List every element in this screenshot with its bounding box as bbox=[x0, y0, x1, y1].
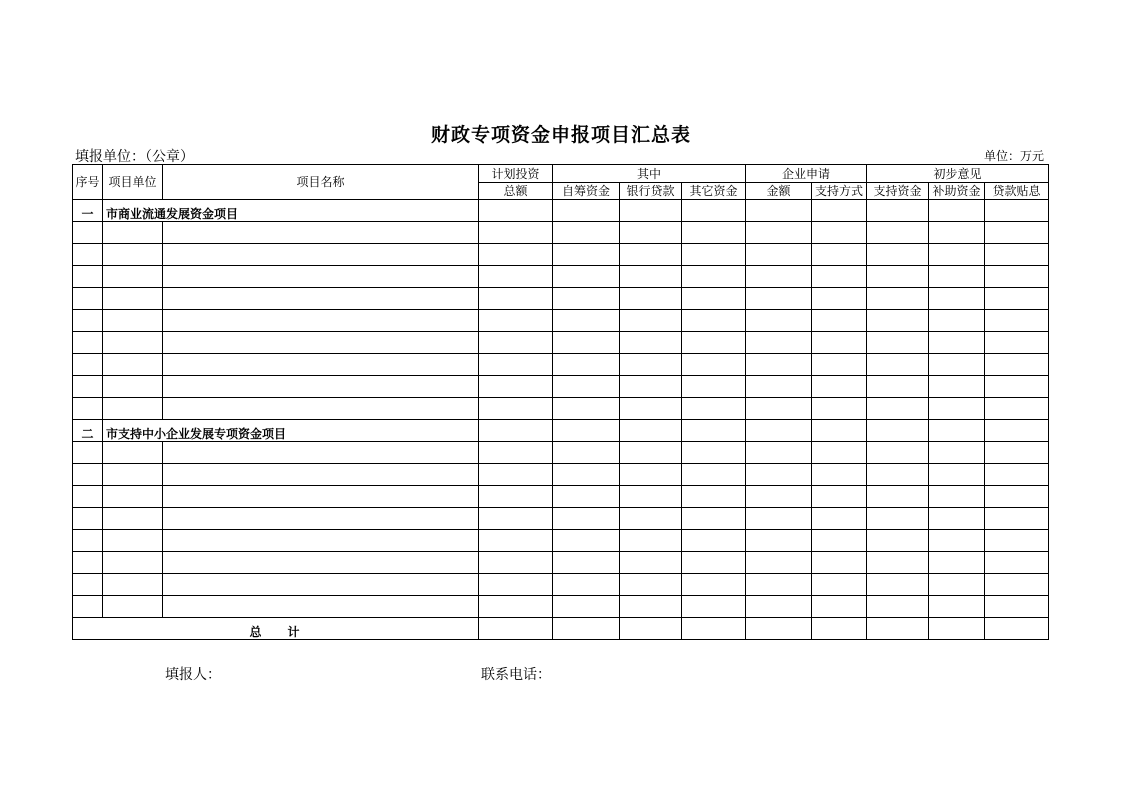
table-cell[interactable] bbox=[985, 266, 1049, 288]
table-cell[interactable] bbox=[479, 266, 553, 288]
table-cell[interactable] bbox=[812, 266, 867, 288]
page-title: 财政专项资金申报项目汇总表 bbox=[430, 124, 691, 146]
header-prelim-opinion: 初步意见 bbox=[867, 165, 1049, 183]
table-cell[interactable] bbox=[867, 398, 929, 420]
table-cell[interactable] bbox=[103, 244, 163, 266]
table-cell[interactable] bbox=[163, 530, 479, 552]
table-cell[interactable] bbox=[929, 200, 985, 222]
table-cell[interactable] bbox=[812, 398, 867, 420]
table-cell[interactable] bbox=[746, 266, 812, 288]
table-cell[interactable] bbox=[553, 310, 620, 332]
table-cell[interactable] bbox=[163, 222, 479, 244]
table-cell[interactable] bbox=[682, 508, 746, 530]
table-cell[interactable] bbox=[73, 288, 103, 310]
table-row bbox=[73, 354, 1049, 376]
section-number: 二 bbox=[73, 420, 103, 442]
table-cell[interactable] bbox=[620, 310, 682, 332]
table-cell[interactable] bbox=[73, 508, 103, 530]
table-cell[interactable] bbox=[620, 288, 682, 310]
table-cell[interactable] bbox=[620, 530, 682, 552]
table-cell[interactable] bbox=[985, 464, 1049, 486]
table-row bbox=[73, 596, 1049, 618]
table-cell[interactable] bbox=[73, 486, 103, 508]
table-cell[interactable] bbox=[746, 200, 812, 222]
table-cell[interactable] bbox=[867, 442, 929, 464]
table-cell[interactable] bbox=[746, 354, 812, 376]
table-cell[interactable] bbox=[163, 376, 479, 398]
table-cell[interactable] bbox=[985, 354, 1049, 376]
table-cell[interactable] bbox=[553, 596, 620, 618]
table-cell[interactable] bbox=[620, 376, 682, 398]
fill-unit-label: 填报单位：（公章） bbox=[75, 149, 194, 165]
table-row bbox=[73, 222, 1049, 244]
table-cell[interactable] bbox=[929, 398, 985, 420]
table-cell[interactable] bbox=[103, 354, 163, 376]
table-cell[interactable] bbox=[985, 420, 1049, 442]
table-cell[interactable] bbox=[163, 266, 479, 288]
table-row bbox=[73, 288, 1049, 310]
table-cell[interactable] bbox=[479, 552, 553, 574]
table-cell[interactable] bbox=[163, 508, 479, 530]
table-cell[interactable] bbox=[929, 464, 985, 486]
table-cell[interactable] bbox=[812, 244, 867, 266]
table-cell[interactable] bbox=[163, 552, 479, 574]
table-cell[interactable] bbox=[985, 508, 1049, 530]
header-support-mode: 支持方式 bbox=[812, 183, 867, 200]
header-self-funds: 自筹资金 bbox=[553, 183, 620, 200]
table-row bbox=[73, 442, 1049, 464]
table-cell[interactable] bbox=[746, 376, 812, 398]
table-cell[interactable] bbox=[479, 574, 553, 596]
table-row bbox=[73, 266, 1049, 288]
table-cell[interactable] bbox=[929, 376, 985, 398]
table-cell[interactable] bbox=[73, 530, 103, 552]
table-cell[interactable] bbox=[985, 376, 1049, 398]
section-row-2 bbox=[73, 420, 1049, 442]
table-cell[interactable] bbox=[985, 332, 1049, 354]
section-label: 市商业流通发展资金项目 bbox=[103, 200, 479, 222]
table-cell[interactable] bbox=[103, 376, 163, 398]
table-cell[interactable] bbox=[867, 486, 929, 508]
table-cell[interactable] bbox=[553, 376, 620, 398]
table-row bbox=[73, 310, 1049, 332]
table-cell[interactable] bbox=[682, 266, 746, 288]
table-cell[interactable] bbox=[73, 464, 103, 486]
table-cell[interactable] bbox=[929, 420, 985, 442]
table-cell[interactable] bbox=[867, 464, 929, 486]
table-cell[interactable] bbox=[812, 508, 867, 530]
table-row bbox=[73, 244, 1049, 266]
table-cell[interactable] bbox=[929, 618, 985, 640]
table-cell[interactable] bbox=[620, 222, 682, 244]
table-cell[interactable] bbox=[103, 530, 163, 552]
table-cell[interactable] bbox=[553, 486, 620, 508]
phone-label: 联系电话： bbox=[481, 667, 551, 683]
table-cell[interactable] bbox=[985, 222, 1049, 244]
table-cell[interactable] bbox=[479, 288, 553, 310]
table-cell[interactable] bbox=[812, 596, 867, 618]
table-cell[interactable] bbox=[812, 288, 867, 310]
table-cell[interactable] bbox=[553, 288, 620, 310]
total-label bbox=[73, 618, 479, 640]
table-cell[interactable] bbox=[682, 486, 746, 508]
unit-label: 单位：万元 bbox=[983, 149, 1044, 163]
table-cell[interactable] bbox=[985, 244, 1049, 266]
table-cell[interactable] bbox=[73, 354, 103, 376]
table-cell[interactable] bbox=[103, 222, 163, 244]
table-cell[interactable] bbox=[103, 574, 163, 596]
table-cell[interactable] bbox=[103, 266, 163, 288]
table-cell[interactable] bbox=[103, 398, 163, 420]
table-cell[interactable] bbox=[553, 200, 620, 222]
table-cell[interactable] bbox=[746, 398, 812, 420]
table-cell[interactable] bbox=[746, 530, 812, 552]
table-cell[interactable] bbox=[746, 442, 812, 464]
table-cell[interactable] bbox=[985, 398, 1049, 420]
table-cell[interactable] bbox=[73, 332, 103, 354]
table-cell[interactable] bbox=[103, 288, 163, 310]
table-cell[interactable] bbox=[867, 574, 929, 596]
table-cell[interactable] bbox=[985, 442, 1049, 464]
table-cell[interactable] bbox=[682, 596, 746, 618]
table-cell[interactable] bbox=[103, 442, 163, 464]
table-cell[interactable] bbox=[929, 222, 985, 244]
table-cell[interactable] bbox=[929, 508, 985, 530]
header-project-name: 项目名称 bbox=[163, 165, 479, 200]
table-cell[interactable] bbox=[479, 310, 553, 332]
table-cell[interactable] bbox=[553, 442, 620, 464]
table-cell[interactable] bbox=[103, 552, 163, 574]
table-cell[interactable] bbox=[867, 530, 929, 552]
table-cell[interactable] bbox=[746, 486, 812, 508]
table-cell[interactable] bbox=[682, 376, 746, 398]
header-bank-loan: 银行贷款 bbox=[620, 183, 682, 200]
table-cell[interactable] bbox=[867, 420, 929, 442]
section-label: 市支持中小企业发展专项资金项目 bbox=[103, 420, 479, 442]
table-cell[interactable] bbox=[929, 552, 985, 574]
table-row bbox=[73, 574, 1049, 596]
table-cell[interactable] bbox=[620, 486, 682, 508]
table-cell[interactable] bbox=[812, 420, 867, 442]
header-plan-total: 总额 bbox=[479, 183, 553, 200]
table-cell[interactable] bbox=[985, 574, 1049, 596]
table-row bbox=[73, 464, 1049, 486]
table-cell[interactable] bbox=[867, 552, 929, 574]
table-cell[interactable] bbox=[73, 376, 103, 398]
table-cell[interactable] bbox=[746, 574, 812, 596]
table-cell[interactable] bbox=[620, 574, 682, 596]
table-cell[interactable] bbox=[163, 596, 479, 618]
table-cell[interactable] bbox=[985, 530, 1049, 552]
table-cell[interactable] bbox=[812, 200, 867, 222]
table-cell[interactable] bbox=[73, 596, 103, 618]
table-cell[interactable] bbox=[867, 508, 929, 530]
table-cell[interactable] bbox=[929, 442, 985, 464]
table-cell[interactable] bbox=[479, 332, 553, 354]
table-cell[interactable] bbox=[620, 596, 682, 618]
table-row bbox=[73, 508, 1049, 530]
table-row bbox=[73, 552, 1049, 574]
table-cell[interactable] bbox=[682, 530, 746, 552]
table-cell[interactable] bbox=[867, 618, 929, 640]
table-cell[interactable] bbox=[103, 596, 163, 618]
table-cell[interactable] bbox=[553, 464, 620, 486]
table-cell[interactable] bbox=[682, 398, 746, 420]
table-cell[interactable] bbox=[929, 244, 985, 266]
table-cell[interactable] bbox=[553, 508, 620, 530]
table-cell[interactable] bbox=[553, 420, 620, 442]
table-cell[interactable] bbox=[73, 244, 103, 266]
table-cell[interactable] bbox=[929, 486, 985, 508]
table-cell[interactable] bbox=[553, 244, 620, 266]
header-support-funds: 支持资金 bbox=[867, 183, 929, 200]
table-cell[interactable] bbox=[553, 222, 620, 244]
table-cell[interactable] bbox=[812, 376, 867, 398]
table-cell[interactable] bbox=[867, 222, 929, 244]
table-cell[interactable] bbox=[682, 552, 746, 574]
table-cell[interactable] bbox=[553, 618, 620, 640]
table-cell[interactable] bbox=[620, 420, 682, 442]
table-cell[interactable] bbox=[73, 574, 103, 596]
table-cell[interactable] bbox=[682, 442, 746, 464]
table-cell[interactable] bbox=[867, 266, 929, 288]
table-cell[interactable] bbox=[73, 552, 103, 574]
table-cell[interactable] bbox=[163, 288, 479, 310]
table-cell[interactable] bbox=[929, 310, 985, 332]
table-cell[interactable] bbox=[812, 464, 867, 486]
table-cell[interactable] bbox=[746, 288, 812, 310]
table-cell[interactable] bbox=[682, 420, 746, 442]
table-cell[interactable] bbox=[553, 266, 620, 288]
table-cell[interactable] bbox=[163, 354, 479, 376]
header-subsidy-funds: 补助资金 bbox=[929, 183, 985, 200]
table-cell[interactable] bbox=[985, 288, 1049, 310]
table-cell[interactable] bbox=[553, 530, 620, 552]
total-row bbox=[73, 618, 1049, 640]
table-cell[interactable] bbox=[163, 310, 479, 332]
table-cell[interactable] bbox=[553, 332, 620, 354]
table-cell[interactable] bbox=[479, 442, 553, 464]
table-cell[interactable] bbox=[746, 310, 812, 332]
table-cell[interactable] bbox=[867, 310, 929, 332]
table-cell[interactable] bbox=[73, 266, 103, 288]
table-cell[interactable] bbox=[985, 596, 1049, 618]
table-cell[interactable] bbox=[746, 596, 812, 618]
table-cell[interactable] bbox=[163, 442, 479, 464]
table-cell[interactable] bbox=[929, 530, 985, 552]
table-cell[interactable] bbox=[682, 574, 746, 596]
summary-table bbox=[72, 164, 1049, 640]
table-cell[interactable] bbox=[812, 354, 867, 376]
table-cell[interactable] bbox=[682, 464, 746, 486]
section-row-1 bbox=[73, 200, 1049, 222]
table-cell[interactable] bbox=[682, 354, 746, 376]
header-project-unit: 项目单位 bbox=[103, 165, 163, 200]
section-1-body bbox=[73, 222, 1049, 420]
table-cell[interactable] bbox=[553, 552, 620, 574]
table-cell[interactable] bbox=[620, 464, 682, 486]
table-cell[interactable] bbox=[479, 530, 553, 552]
table-cell[interactable] bbox=[812, 222, 867, 244]
table-cell[interactable] bbox=[620, 200, 682, 222]
table-cell[interactable] bbox=[929, 266, 985, 288]
section-2-body bbox=[73, 442, 1049, 618]
table-cell[interactable] bbox=[479, 398, 553, 420]
table-cell[interactable] bbox=[103, 464, 163, 486]
table-cell[interactable] bbox=[746, 508, 812, 530]
header-plan-invest: 计划投资 bbox=[479, 165, 553, 183]
table-cell[interactable] bbox=[163, 332, 479, 354]
table-cell[interactable] bbox=[867, 376, 929, 398]
header-loan-interest: 贷款贴息 bbox=[985, 183, 1049, 200]
table-cell[interactable] bbox=[929, 288, 985, 310]
table-cell[interactable] bbox=[812, 486, 867, 508]
table-cell[interactable] bbox=[929, 354, 985, 376]
table-cell[interactable] bbox=[985, 310, 1049, 332]
table-cell[interactable] bbox=[73, 222, 103, 244]
table-cell[interactable] bbox=[985, 486, 1049, 508]
table-cell[interactable] bbox=[746, 244, 812, 266]
table-cell[interactable] bbox=[479, 376, 553, 398]
table-cell[interactable] bbox=[929, 332, 985, 354]
table-cell[interactable] bbox=[163, 398, 479, 420]
table-cell[interactable] bbox=[479, 222, 553, 244]
table-row bbox=[73, 376, 1049, 398]
table-cell[interactable] bbox=[620, 398, 682, 420]
table-row bbox=[73, 486, 1049, 508]
table-cell[interactable] bbox=[620, 552, 682, 574]
table-cell[interactable] bbox=[620, 266, 682, 288]
table-cell[interactable] bbox=[682, 332, 746, 354]
filler-label: 填报人： bbox=[165, 667, 221, 683]
table-row bbox=[73, 332, 1049, 354]
table-cell[interactable] bbox=[682, 200, 746, 222]
table-cell[interactable] bbox=[812, 530, 867, 552]
table-cell[interactable] bbox=[867, 354, 929, 376]
table-cell[interactable] bbox=[682, 310, 746, 332]
table-cell[interactable] bbox=[812, 552, 867, 574]
table-cell[interactable] bbox=[867, 332, 929, 354]
table-cell[interactable] bbox=[929, 574, 985, 596]
table-cell[interactable] bbox=[73, 310, 103, 332]
header-amount: 金额 bbox=[746, 183, 812, 200]
table-cell[interactable] bbox=[479, 508, 553, 530]
table-cell[interactable] bbox=[479, 464, 553, 486]
table-cell[interactable] bbox=[479, 596, 553, 618]
table-cell[interactable] bbox=[746, 222, 812, 244]
table-cell[interactable] bbox=[103, 508, 163, 530]
table-cell[interactable] bbox=[985, 618, 1049, 640]
table-cell[interactable] bbox=[682, 244, 746, 266]
table-cell[interactable] bbox=[620, 354, 682, 376]
table-cell[interactable] bbox=[103, 310, 163, 332]
table-cell[interactable] bbox=[163, 486, 479, 508]
table-cell[interactable] bbox=[985, 552, 1049, 574]
table-cell[interactable] bbox=[812, 332, 867, 354]
table-cell[interactable] bbox=[812, 442, 867, 464]
header-seq: 序号 bbox=[73, 165, 103, 200]
section-number: 一 bbox=[73, 200, 103, 222]
header-other-funds: 其它资金 bbox=[682, 183, 746, 200]
header-enterprise-apply: 企业申请 bbox=[746, 165, 867, 183]
table-cell[interactable] bbox=[812, 574, 867, 596]
table-cell[interactable] bbox=[985, 200, 1049, 222]
table-cell[interactable] bbox=[479, 420, 553, 442]
table-cell[interactable] bbox=[73, 398, 103, 420]
table-row bbox=[73, 530, 1049, 552]
table-cell[interactable] bbox=[746, 332, 812, 354]
table-cell[interactable] bbox=[746, 464, 812, 486]
table-row bbox=[73, 398, 1049, 420]
table-cell[interactable] bbox=[479, 244, 553, 266]
header-among: 其中 bbox=[553, 165, 746, 183]
table-cell[interactable] bbox=[867, 200, 929, 222]
table-cell[interactable] bbox=[163, 244, 479, 266]
table-cell[interactable] bbox=[620, 508, 682, 530]
table-cell[interactable] bbox=[746, 618, 812, 640]
table-cell[interactable] bbox=[929, 596, 985, 618]
table-cell[interactable] bbox=[867, 596, 929, 618]
table-cell[interactable] bbox=[812, 310, 867, 332]
total-label-right: 计 bbox=[287, 625, 302, 639]
header-row-1 bbox=[73, 165, 1049, 183]
total-label-left: 总 bbox=[249, 625, 264, 639]
table-cell[interactable] bbox=[479, 354, 553, 376]
table-cell[interactable] bbox=[479, 618, 553, 640]
table-cell[interactable] bbox=[620, 332, 682, 354]
table-cell[interactable] bbox=[812, 618, 867, 640]
table-cell[interactable] bbox=[553, 398, 620, 420]
table-cell[interactable] bbox=[620, 618, 682, 640]
table-cell[interactable] bbox=[163, 574, 479, 596]
table-cell[interactable] bbox=[103, 332, 163, 354]
table-cell[interactable] bbox=[163, 464, 479, 486]
table-cell[interactable] bbox=[867, 288, 929, 310]
table-cell[interactable] bbox=[682, 222, 746, 244]
table-cell[interactable] bbox=[553, 354, 620, 376]
table-cell[interactable] bbox=[103, 486, 163, 508]
table-cell[interactable] bbox=[867, 244, 929, 266]
table-cell[interactable] bbox=[479, 200, 553, 222]
table-cell[interactable] bbox=[620, 244, 682, 266]
table-cell[interactable] bbox=[620, 442, 682, 464]
table-cell[interactable] bbox=[479, 486, 553, 508]
table-cell[interactable] bbox=[682, 288, 746, 310]
table-cell[interactable] bbox=[73, 442, 103, 464]
table-cell[interactable] bbox=[746, 420, 812, 442]
table-cell[interactable] bbox=[682, 618, 746, 640]
table-cell[interactable] bbox=[553, 574, 620, 596]
table-cell[interactable] bbox=[746, 552, 812, 574]
